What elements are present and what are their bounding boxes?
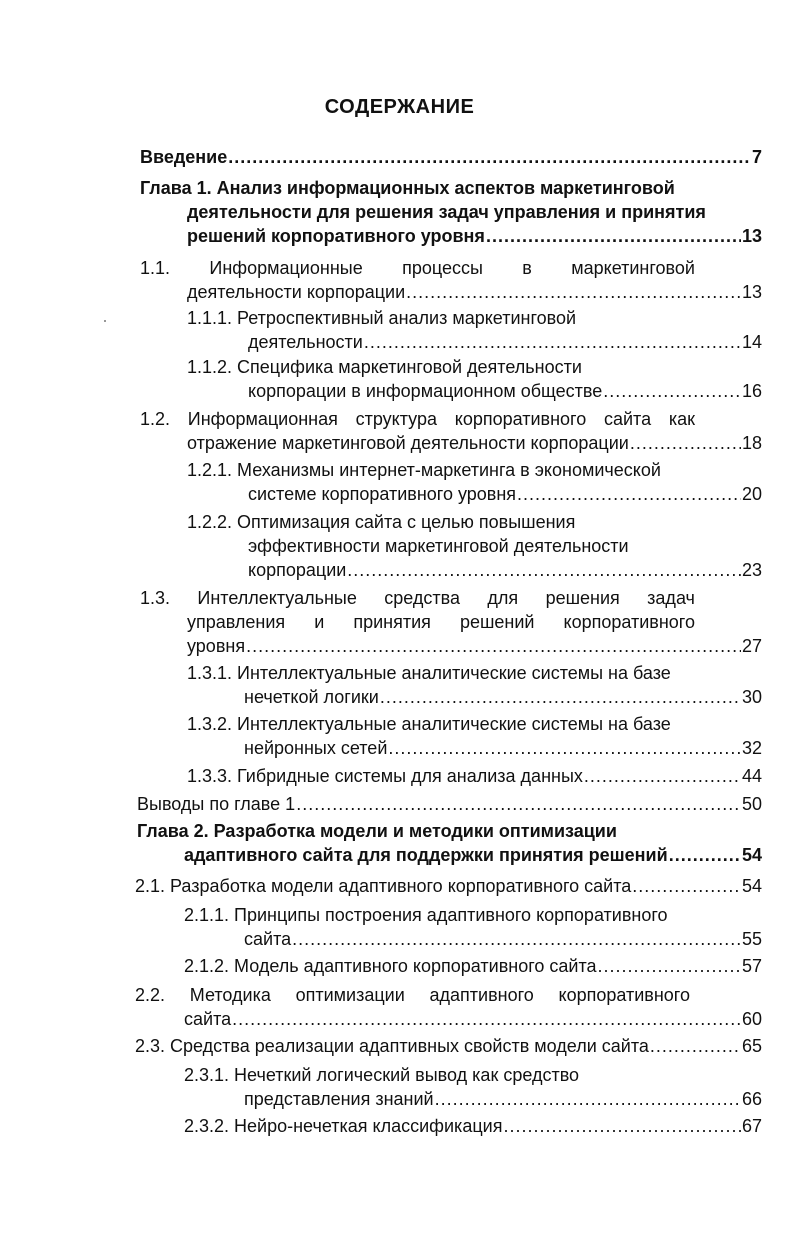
toc-entry-ch1-line1: Глава 1. Анализ информационных аспектов маркетинговой	[140, 178, 675, 198]
leader-dots	[630, 431, 741, 455]
leader-dots	[347, 558, 741, 582]
toc-text: сайта	[184, 1009, 232, 1029]
leader-dots	[517, 482, 741, 506]
toc-entry-1-1	[187, 280, 762, 304]
toc-entry-ch2-line1: Глава 2. Разработка модели и методики оптимизации	[137, 821, 617, 841]
toc-word: оптимизации	[295, 985, 405, 1005]
toc-text: деятельности корпорации	[187, 282, 406, 302]
leader-dots	[486, 224, 741, 248]
toc-page-number: 57	[741, 956, 762, 976]
toc-page-number: 20	[741, 484, 762, 504]
toc-entry-2-3-1-line1: 2.3.1. Нечеткий логический вывод как средство	[184, 1065, 580, 1085]
toc-text: корпорации	[248, 560, 347, 580]
toc-word: как	[668, 409, 695, 429]
toc-word: Информационные	[209, 258, 363, 278]
toc-page-number: 32	[741, 738, 762, 758]
toc-word: корпоративного	[558, 985, 690, 1005]
toc-entry-1-3-2-line1: 1.3.2. Интеллектуальные аналитические системы на базе	[187, 714, 671, 734]
leader-dots	[598, 954, 741, 978]
leader-dots	[503, 1114, 741, 1138]
toc-page-number: 16	[741, 381, 762, 401]
toc-entry-1-3	[187, 634, 762, 658]
toc-page-number: 50	[741, 794, 762, 814]
toc-text: представления знаний	[244, 1089, 434, 1109]
toc-entry-1-1-2-line1: 1.1.2. Специфика маркетинговой деятельности	[187, 357, 582, 377]
toc-word: структура	[355, 409, 438, 429]
toc-page-number: 18	[741, 433, 762, 453]
toc-entry-1-1-line1	[140, 256, 695, 280]
toc-word: решения	[545, 588, 620, 608]
toc-word: Информационная	[187, 409, 338, 429]
section-number: 1.1.	[140, 258, 171, 278]
toc-word: процессы	[402, 258, 483, 278]
section-number: 1.3.	[140, 588, 171, 608]
toc-entry-1-3-line2	[187, 610, 695, 634]
toc-word: средства	[384, 588, 461, 608]
toc-page-number: 54	[741, 876, 762, 896]
toc-word: задач	[647, 588, 695, 608]
toc-word: в	[522, 258, 532, 278]
page-title: СОДЕРЖАНИЕ	[324, 96, 475, 118]
toc-entry-1-3-1-line1: 1.3.1. Интеллектуальные аналитические системы на базе	[187, 663, 671, 683]
toc-word: маркетинговой	[571, 258, 695, 278]
toc-word: сайта	[603, 409, 652, 429]
toc-entry-1-2-2-line2: эффективности маркетинговой деятельности	[248, 536, 629, 556]
toc-text: 2.3.2. Нейро-нечеткая классификация	[184, 1116, 503, 1136]
toc-text: уровня	[187, 636, 246, 656]
toc-entry-1-2-line1	[140, 407, 695, 431]
toc-text: 2.1. Разработка модели адаптивного корпоративного сайта	[135, 876, 632, 896]
toc-word: Интеллектуальные	[197, 588, 357, 608]
toc-word: для	[487, 588, 519, 608]
toc-text: Введение	[140, 147, 228, 167]
toc-word: принятия	[353, 612, 431, 632]
leader-dots	[228, 145, 751, 169]
toc-word: решений	[459, 612, 535, 632]
leader-dots	[292, 927, 741, 951]
toc-entry-1-1-1-line1: 1.1.1. Ретроспективный анализ маркетинговой	[187, 308, 577, 328]
leader-dots	[232, 1007, 741, 1031]
toc-page-number: 13	[741, 226, 762, 246]
toc-word: корпоративного	[454, 409, 587, 429]
toc-page-number: 60	[741, 1009, 762, 1029]
toc-page-number: 13	[741, 282, 762, 302]
toc-entry-ch1	[187, 224, 762, 248]
toc-text: 2.3. Средства реализации адаптивных свойств модели сайта	[135, 1036, 649, 1056]
toc-text: 2.1.2. Модель адаптивного корпоративного сайта	[184, 956, 597, 976]
toc-page-number: 66	[741, 1089, 762, 1109]
toc-word: и	[314, 612, 325, 632]
toc-entry-2-1-1	[244, 927, 762, 951]
toc-page-number: 54	[741, 845, 762, 865]
leader-dots	[380, 685, 741, 709]
toc-entry-1-1-2	[248, 379, 762, 403]
toc-word: Методика	[189, 985, 271, 1005]
section-number: 1.2.	[140, 409, 171, 429]
toc-entry-ch2	[184, 843, 762, 867]
toc-entry-1-3-1	[244, 685, 762, 709]
leader-dots	[650, 1034, 741, 1058]
toc-entry-1-3-2	[244, 736, 762, 760]
toc-page-number: 14	[741, 332, 762, 352]
toc-page-number: 23	[741, 560, 762, 580]
toc-entry-1-2-1-line1: 1.2.1. Механизмы интернет-маркетинга в экономической	[187, 460, 661, 480]
leader-dots	[603, 379, 741, 403]
section-number: 2.2.	[135, 985, 166, 1005]
toc-entry-2-1-1-line1: 2.1.1. Принципы построения адаптивного корпоративного	[184, 905, 668, 925]
toc-text: сайта	[244, 929, 292, 949]
toc-page-number: 44	[741, 766, 762, 786]
leader-dots	[296, 792, 741, 816]
toc-text: Выводы по главе 1	[137, 794, 296, 814]
toc-word: корпоративного	[563, 612, 695, 632]
toc-page-number: 55	[741, 929, 762, 949]
toc-entry-1-2	[187, 431, 762, 455]
toc-entry-2-1-2	[184, 954, 762, 978]
toc-entry-2-3	[135, 1034, 762, 1058]
leader-dots	[246, 634, 741, 658]
toc-page-number: 27	[741, 636, 762, 656]
toc-entry-2-2	[184, 1007, 762, 1031]
toc-entry-2-3-1	[244, 1087, 762, 1111]
toc-entry-2-3-2	[184, 1114, 762, 1138]
toc-text: корпорации в информационном обществе	[248, 381, 603, 401]
toc-text: нейронных сетей	[244, 738, 388, 758]
toc-entry-1-2-2-line1: 1.2.2. Оптимизация сайта с целью повышения	[187, 512, 576, 532]
toc-page-number: 7	[751, 147, 762, 167]
leader-dots	[669, 843, 741, 867]
toc-entry-1-3-line1	[140, 586, 695, 610]
toc-entry-2-1	[135, 874, 762, 898]
toc-entry-1-3-3	[187, 764, 762, 788]
leader-dots	[364, 330, 741, 354]
toc-text: нечеткой логики	[244, 687, 379, 707]
toc-page-number: 65	[741, 1036, 762, 1056]
toc-entry-conclusions-1	[137, 792, 762, 816]
toc-entry-intro	[140, 145, 762, 169]
toc-entry-1-2-1	[248, 482, 762, 506]
toc-text: системе корпоративного уровня	[248, 484, 517, 504]
toc-word: управления	[187, 612, 286, 632]
toc-page-number: 67	[741, 1116, 762, 1136]
toc-entry-1-2-2	[248, 558, 762, 582]
toc-text: деятельности	[248, 332, 363, 352]
toc-word: адаптивного	[429, 985, 534, 1005]
toc-page-number: 30	[741, 687, 762, 707]
toc-text: адаптивного сайта для поддержки принятия решений	[184, 845, 668, 865]
toc-text: отражение маркетинговой деятельности корпорации	[187, 433, 629, 453]
leader-dots	[632, 874, 741, 898]
leader-dots	[388, 736, 741, 760]
toc-text: решений корпоративного уровня	[187, 226, 485, 246]
toc-entry-2-2-line1	[135, 983, 690, 1007]
scan-speck	[104, 320, 106, 322]
toc-entry-1-1-1	[248, 330, 762, 354]
leader-dots	[435, 1087, 741, 1111]
toc-entry-ch1-line2: деятельности для решения задач управления и принятия	[187, 202, 706, 222]
toc-text: 1.3.3. Гибридные системы для анализа данных	[187, 766, 583, 786]
leader-dots	[406, 280, 741, 304]
leader-dots	[584, 764, 741, 788]
